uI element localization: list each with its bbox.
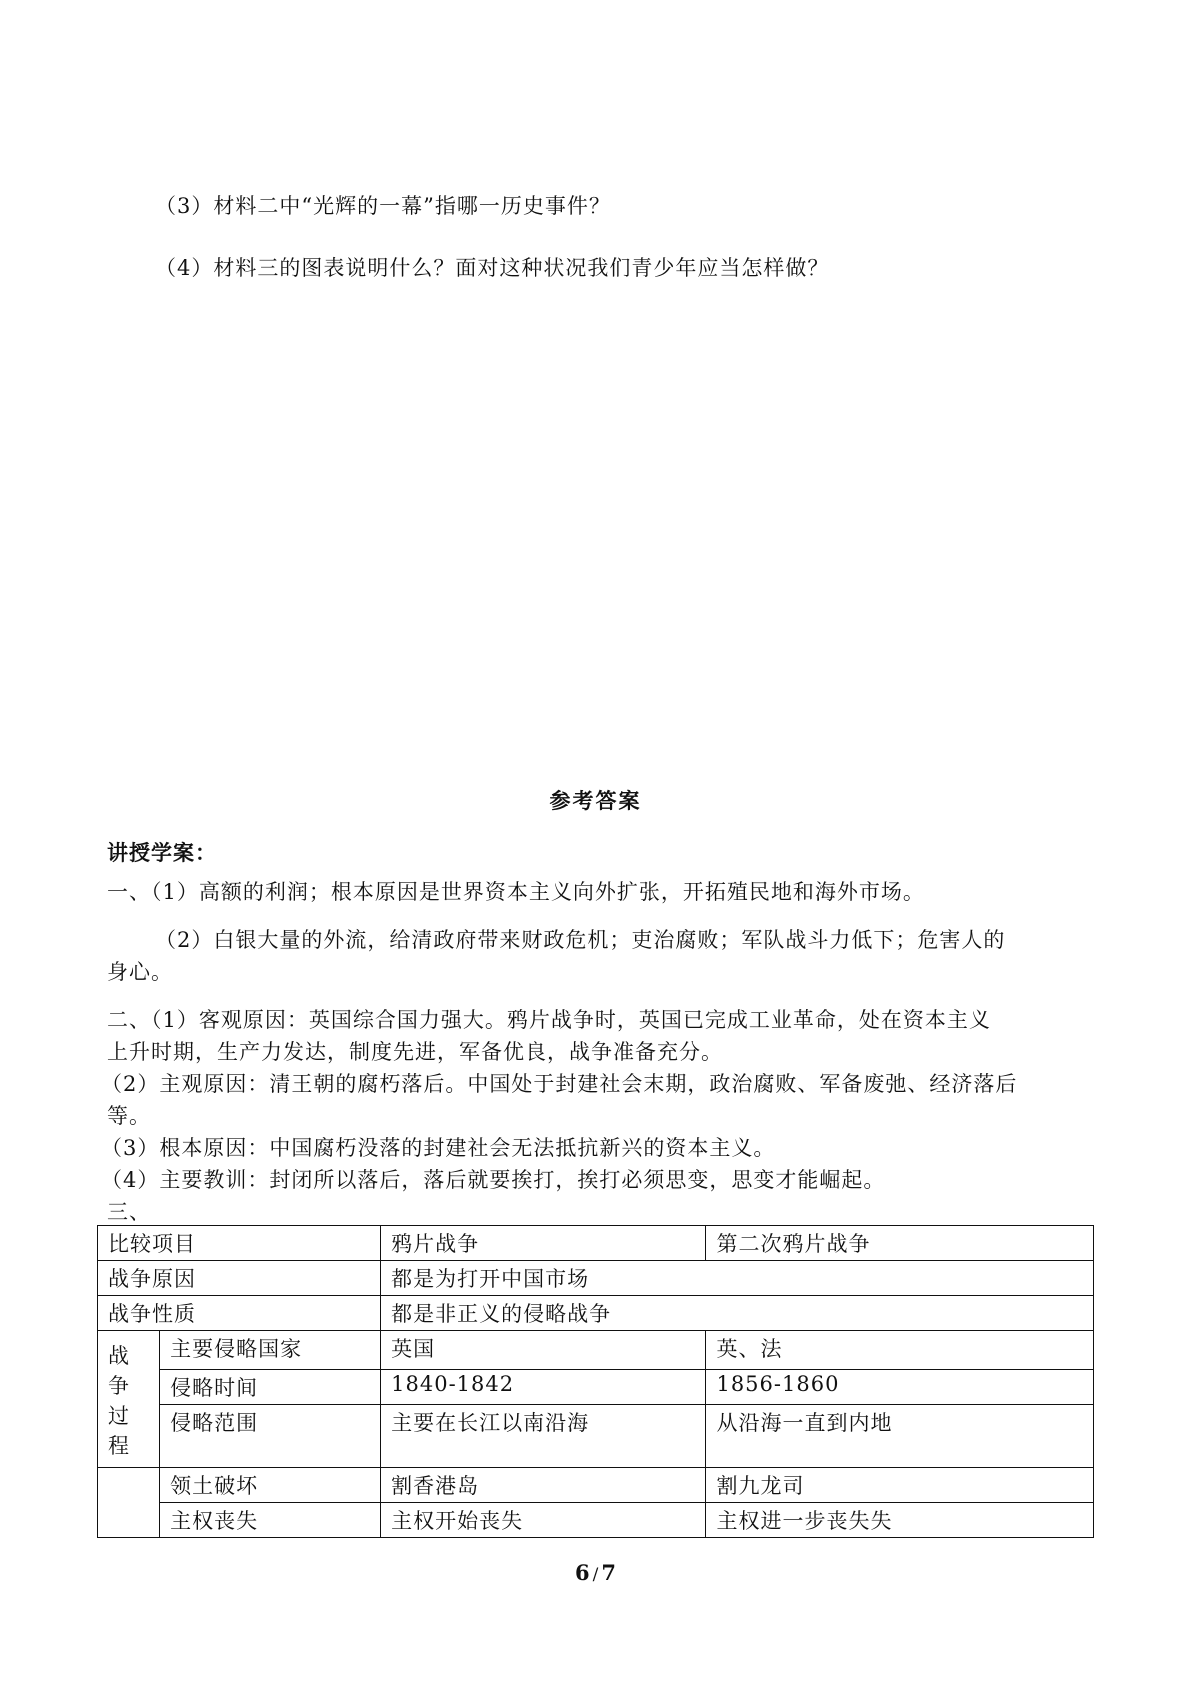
table-cell-second: 从沿海一直到内地	[706, 1405, 1094, 1468]
table-cell-second: 主权进一步丧失失	[706, 1503, 1094, 1538]
table-cell-value: 都是为打开中国市场	[381, 1261, 1094, 1296]
table-cell-second: 割九龙司	[706, 1468, 1094, 1503]
table-cell-empty	[98, 1468, 160, 1538]
table-row	[98, 1503, 1094, 1538]
table-cell-label: 战争原因	[98, 1261, 381, 1296]
table-cell-first: 1840-1842	[381, 1370, 706, 1405]
question-3: （3）材料二中“光辉的一幕”指哪一历史事件？	[155, 194, 611, 218]
table-cell-item: 侵略时间	[160, 1370, 381, 1405]
answer-one-2-line1: （2）白银大量的外流，给清政府带来财政危机；吏治腐败；军队战斗力低下；危害人的	[155, 928, 1006, 952]
answer-two-2-line2: 等。	[107, 1104, 151, 1128]
table-header-row	[98, 1226, 1094, 1261]
table-cell-first: 主权开始丧失	[381, 1503, 706, 1538]
answer-three-label: 三、	[107, 1200, 151, 1224]
table-header-cell: 比较项目	[98, 1226, 381, 1261]
table-cell-item: 主要侵略国家	[160, 1331, 381, 1370]
table-row	[98, 1370, 1094, 1405]
page-current: 6	[575, 1560, 590, 1585]
answer-one-1: 一、（1）高额的利润；根本原因是世界资本主义向外扩张，开拓殖民地和海外市场。	[107, 880, 925, 904]
page-number	[0, 1560, 1191, 1585]
table-cell-item: 领土破坏	[160, 1468, 381, 1503]
table-cell-group-label: 战争过程	[98, 1331, 160, 1468]
table-cell-first: 割香港岛	[381, 1468, 706, 1503]
comparison-table	[97, 1225, 1094, 1538]
table-cell-item: 侵略范围	[160, 1405, 381, 1468]
table-row	[98, 1296, 1094, 1331]
table-cell-second: 1856-1860	[706, 1370, 1094, 1405]
page-separator: /	[592, 1565, 599, 1585]
table-header-cell: 鸦片战争	[381, 1226, 706, 1261]
table-cell-second: 英、法	[706, 1331, 1094, 1370]
table-row	[98, 1261, 1094, 1296]
table-cell-value: 都是非正义的侵略战争	[381, 1296, 1094, 1331]
table-row	[98, 1331, 1094, 1370]
answer-title: 参考答案	[549, 788, 642, 813]
answer-two-2-line1: （2）主观原因：清王朝的腐朽落后。中国处于封建社会末期，政治腐败、军备废弛、经济落后	[101, 1072, 1018, 1096]
table-cell-first: 英国	[381, 1331, 706, 1370]
table-cell-first: 主要在长江以南沿海	[381, 1405, 706, 1468]
answer-two-4: （4）主要教训：封闭所以落后，落后就要挨打，挨打必须思变，思变才能崛起。	[101, 1168, 886, 1192]
table-row	[98, 1405, 1094, 1468]
table-cell-item: 主权丧失	[160, 1503, 381, 1538]
section-title: 讲授学案：	[107, 840, 217, 865]
table-cell-label: 战争性质	[98, 1296, 381, 1331]
answer-two-3: （3）根本原因：中国腐朽没落的封建社会无法抵抗新兴的资本主义。	[101, 1136, 776, 1160]
answer-one-2-line2: 身心。	[107, 960, 173, 984]
question-4: （4）材料三的图表说明什么？面对这种状况我们青少年应当怎样做？	[155, 256, 830, 280]
page-total: 7	[601, 1560, 616, 1585]
table-header-cell: 第二次鸦片战争	[706, 1226, 1094, 1261]
answer-two-1-line1: 二、（1）客观原因：英国综合国力强大。鸦片战争时，英国已完成工业革命，处在资本主义	[107, 1008, 991, 1032]
answer-two-1-line2: 上升时期，生产力发达，制度先进，军备优良，战争准备充分。	[107, 1040, 723, 1064]
table-row	[98, 1468, 1094, 1503]
